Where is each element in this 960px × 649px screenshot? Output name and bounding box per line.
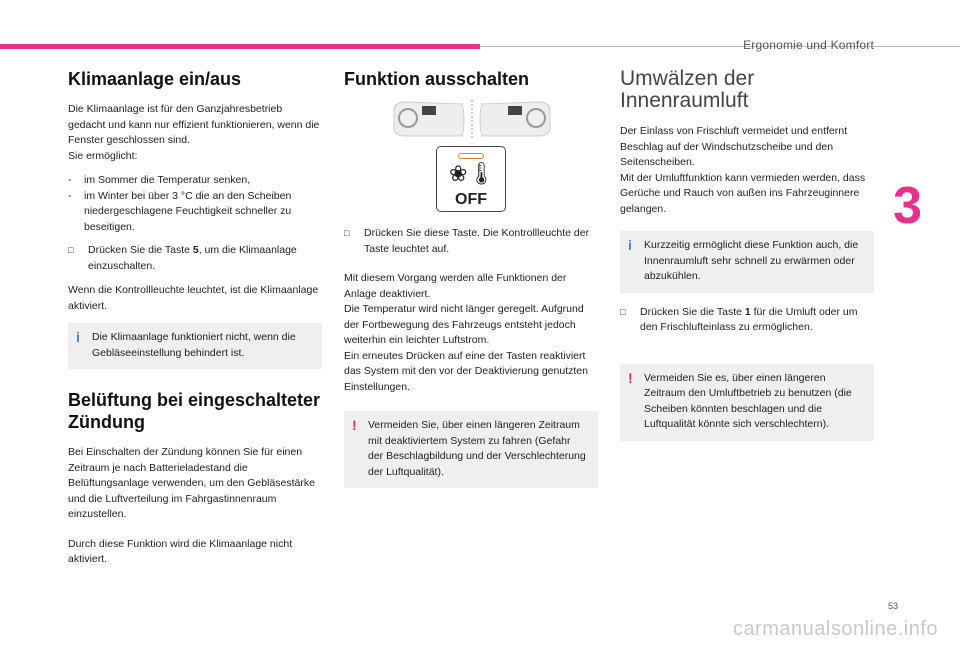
instruction-bullet: □ Drücken Sie die Taste 5, um die Klimaanlage einzuschalten. [68, 243, 322, 274]
paragraph: Wenn die Kontrollleuchte leuchtet, ist die Klimaanlage aktiviert. [68, 284, 319, 312]
paragraph: Mit diesem Vorgang werden alle Funktionen der Anlage deaktiviert. Die Temperatur wird nicht länger geregelt. Aufgrund der Fortbewegung des Fahrzeugs entsteht jedoch weiterhin ein leichter Luftstrom. Ein erneutes Drücken auf eine der Tasten reaktiviert das System mit den vor der Deaktivierung genutzten Einstellungen. [344, 272, 588, 393]
header-accent-bar [0, 44, 480, 49]
heading-ac-on-off: Klimaanlage ein/aus [68, 69, 242, 89]
warning-note: ! Vermeiden Sie es, über einen längeren Zeitraum den Umluftbetrieb zu benutzen (die Scheiben könnten beschlagen und die Luftqualität könnte sich verschlechtern). [620, 364, 874, 441]
list-item: - im Sommer die Temperatur senken, [68, 174, 251, 186]
heading-ventilation: Belüftung bei eingeschalteter Zündung [68, 390, 321, 432]
heading-recirculation: Umwälzen der Innenraumluft [620, 67, 755, 112]
control-panel-illustration [392, 100, 552, 140]
chapter-number: 3 [893, 177, 922, 235]
info-note: i Die Klimaanlage funktioniert nicht, wenn die Gebläseeinstellung behindert ist. [68, 323, 322, 369]
list-item: - im Winter bei über 3 °C die an den Scheiben niedergeschlagene Feuchtigkeit schneller zu beseitigen. [68, 189, 292, 233]
paragraph: Der Einlass von Frischluft vermeidet und entfernt Beschlag auf der Windschutzscheibe und den Seitenscheiben. Mit der Umluftfunktion kann vermieden werden, dass Gerüche und Rauch von außen ins Fahrzeuginnere gelangen. [620, 125, 866, 215]
info-note: i Kurzzeitig ermöglicht diese Funktion auch, die Innenraumluft sehr schnell zu erwärmen oder abzukühlen. [620, 231, 874, 293]
warning-icon: ! [352, 417, 357, 433]
column-switch-off [344, 68, 598, 102]
warning-note: ! Vermeiden Sie, über einen längeren Zeitraum mit deaktiviertem System zu fahren (Gefahr der Beschlagbildung und der Verschlechterung der Luftqualität). [344, 411, 598, 488]
page-number: 53 [887, 601, 898, 611]
column-switch-off-text [344, 226, 598, 500]
paragraph: Die Klimaanlage ist für den Ganzjahresbetrieb gedacht und kann nur effizient funktionieren, wenn die Fenster geschlossen sind. Sie ermöglicht: [68, 103, 320, 162]
off-button-illustration [436, 146, 506, 212]
arrow-bullet-icon: □ [344, 228, 350, 238]
paragraph: Bei Einschalten der Zündung können Sie für einen Zeitraum je nach Batterieladestand die Belüftungsanlage verwenden, um den Gebläsestärke und die Luftverteilung im Fahrgastinnenraum einzustellen. [68, 446, 315, 520]
info-icon: i [628, 237, 632, 253]
warning-icon: ! [628, 369, 633, 386]
fan-thermometer-icon: ❀🌡 [449, 161, 496, 186]
watermark: carmanualsonline.info [732, 618, 938, 640]
header-rule [480, 46, 960, 47]
paragraph: Durch diese Funktion wird die Klimaanlage nicht aktiviert. [68, 537, 293, 565]
arrow-bullet-icon: □ [620, 306, 626, 317]
column-ac-on-off [68, 68, 322, 577]
info-icon: i [76, 329, 80, 345]
arrow-bullet-icon: □ [68, 245, 74, 255]
instruction-bullet: □ Drücken Sie diese Taste. Die Kontrollleuchte der Taste leuchtet auf. [344, 226, 598, 257]
section-title: Ergonomie und Komfort [743, 38, 874, 52]
instruction-bullet: □ Drücken Sie die Taste 1 für die Umluft oder um den Frischlufteinlass zu ermöglichen. [620, 305, 874, 336]
off-label: OFF [455, 191, 487, 208]
indicator-light-icon [458, 153, 484, 159]
heading-switch-off: Funktion ausschalten [344, 69, 530, 89]
column-recirculation [620, 68, 874, 453]
